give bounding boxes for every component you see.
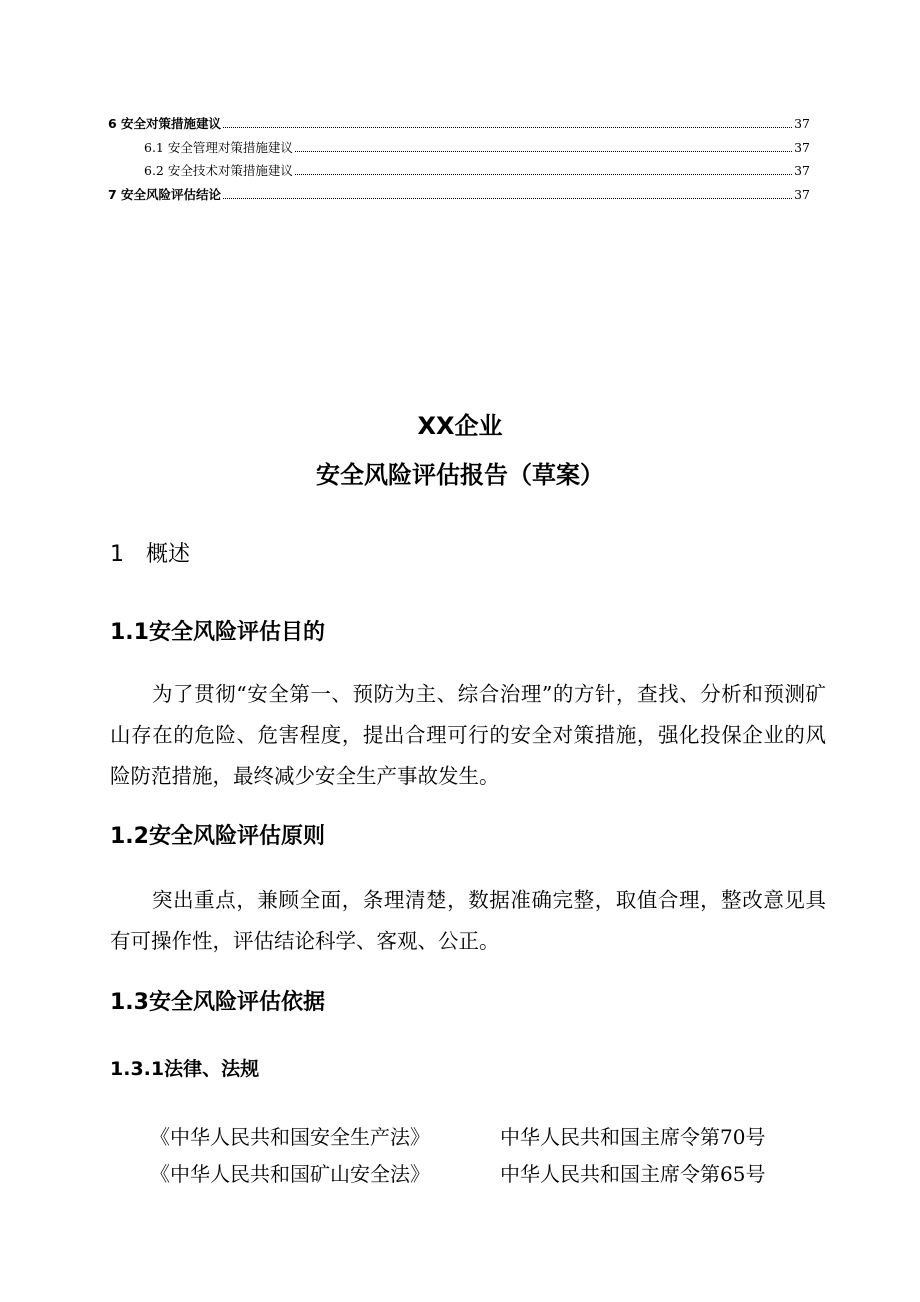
document-title-company: XX企业: [417, 412, 503, 440]
toc-entry[interactable]: [108, 112, 810, 136]
law-reference: 中华人民共和国主席令第70号: [500, 1125, 766, 1149]
section-heading-1-2: 1.2安全风险评估原则: [110, 824, 325, 849]
law-reference: 中华人民共和国主席令第65号: [500, 1162, 766, 1186]
toc-leader-dots: [223, 126, 792, 128]
toc-entry-label: 6 安全对策措施建议: [108, 116, 222, 131]
toc-entry[interactable]: [108, 159, 810, 183]
toc-entry[interactable]: [108, 136, 810, 160]
toc-entry[interactable]: [108, 183, 810, 207]
section-heading-1-1: 1.1安全风险评估目的: [110, 620, 325, 645]
toc-entry-label: 6.1 安全管理对策措施建议: [144, 139, 293, 155]
section-heading-1: 1 概述: [110, 542, 190, 567]
toc-entry-page: 37: [794, 116, 810, 131]
toc-entry-page: 37: [794, 139, 810, 155]
document-title: 安全风险评估报告（草案）: [316, 461, 604, 489]
toc-entry-label: 6.2 安全技术对策措施建议: [144, 163, 293, 178]
table-of-contents: [108, 112, 810, 206]
toc-entry-page: 37: [794, 186, 810, 202]
toc-leader-dots: [295, 173, 792, 175]
section-body-1-2: 突出重点，兼顾全面，条理清楚，数据准确完整，取值合理，整改意见具有可操作性，评估结论科学、客观、公正。: [110, 888, 826, 953]
toc-entry-page: 37: [794, 163, 810, 178]
section-body-1-1: 为了贯彻“安全第一、预防为主、综合治理”的方针，查找、分析和预测矿山存在的危险、危害程度，提出合理可行的安全对策措施，强化投保企业的风险防范措施，最终减少安全生产事故发生。: [110, 682, 826, 788]
toc-entry-label: 7 安全风险评估结论: [108, 186, 222, 202]
law-name: 《中华人民共和国安全生产法》: [150, 1125, 430, 1149]
section-heading-1-3: 1.3安全风险评估依据: [110, 990, 325, 1015]
toc-leader-dots: [295, 150, 792, 152]
section-heading-1-3-1: 1.3.1法律、法规: [110, 1058, 260, 1080]
toc-leader-dots: [223, 197, 792, 199]
law-name: 《中华人民共和国矿山安全法》: [150, 1162, 430, 1186]
